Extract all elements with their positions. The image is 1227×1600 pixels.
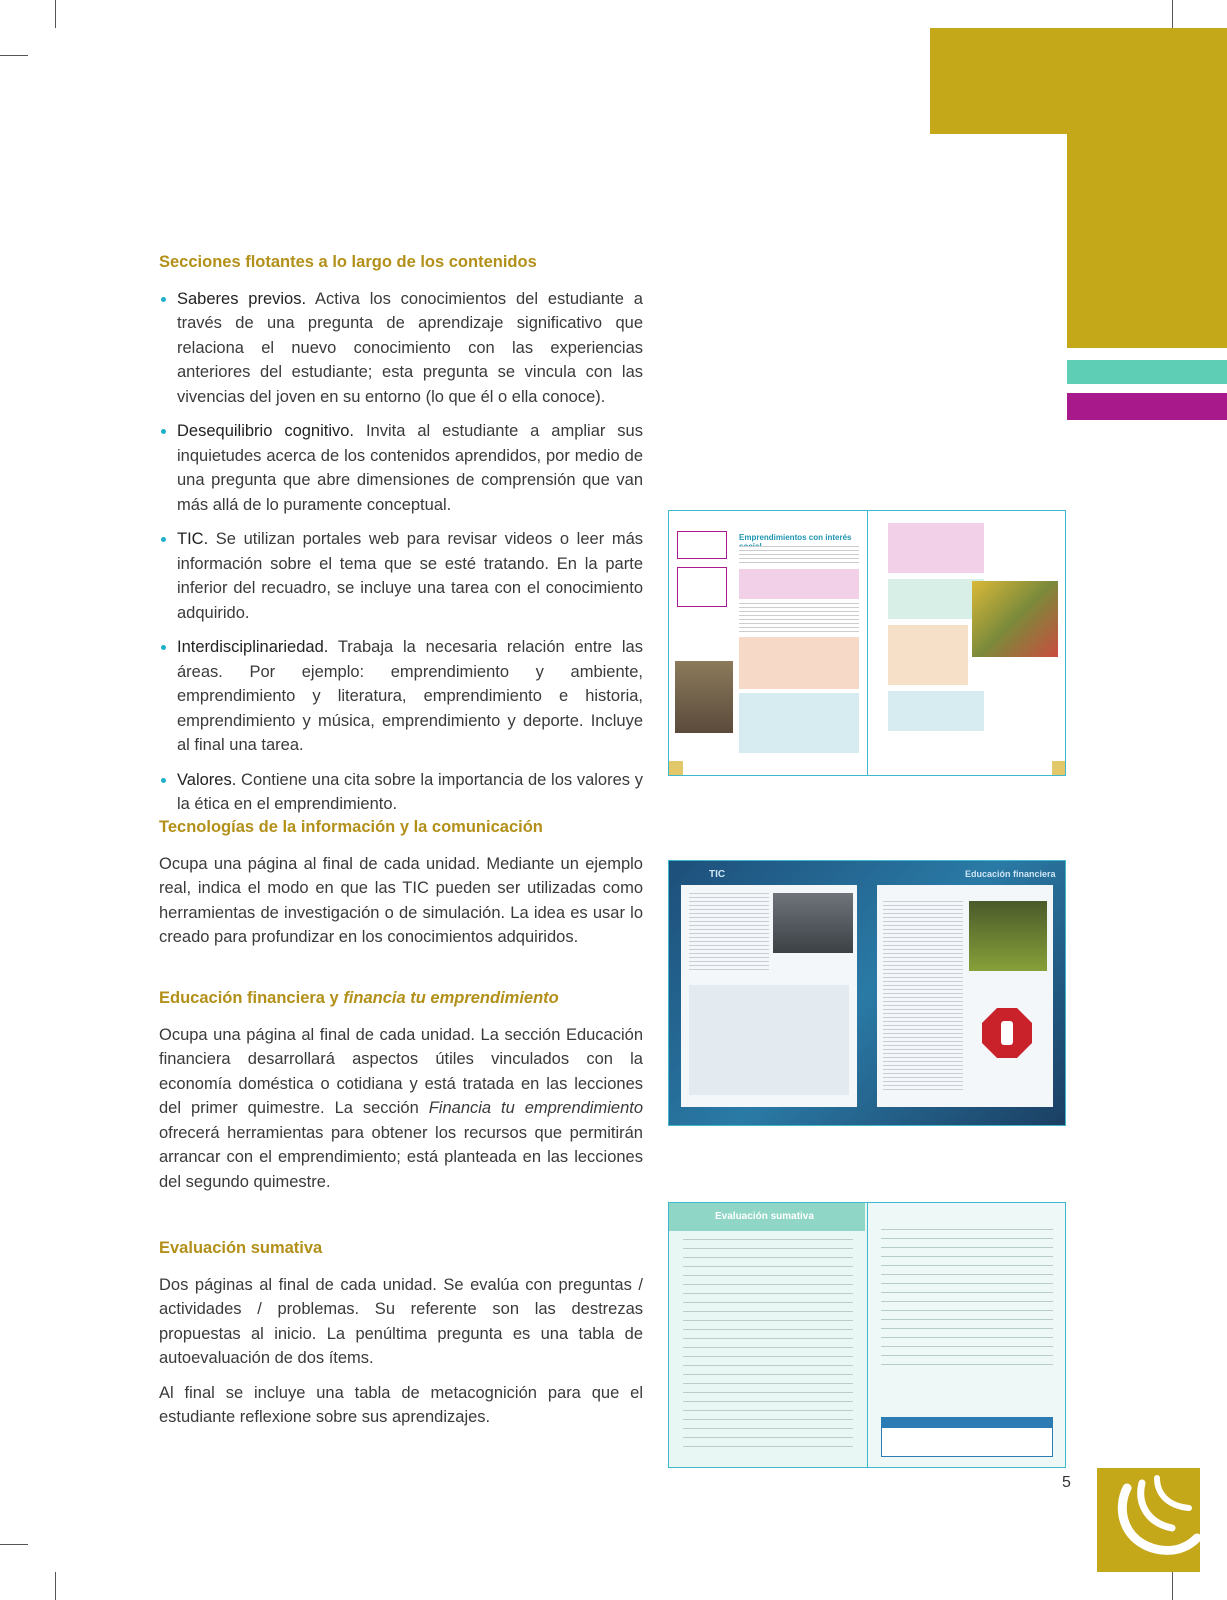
- item-term: Desequilibrio cognitivo.: [177, 422, 355, 440]
- body-part-italic: Financia tu emprendimiento: [428, 1099, 644, 1117]
- crop-mark: [0, 1544, 28, 1545]
- section-evaluacion: [159, 1236, 643, 1440]
- decor-teal-bar: [1067, 360, 1227, 384]
- page-number: 5: [1062, 1474, 1071, 1491]
- list-item: [159, 527, 643, 625]
- section-body: Al final se incluye una tabla de metacognición para que el estudiante reflexione sobre sus aprendizajes.: [159, 1383, 643, 1426]
- thumbnail-spread-flotantes: [668, 510, 1066, 776]
- list-item: [159, 287, 643, 410]
- section-body: Ocupa una página al final de cada unidad. Mediante un ejemplo real, indica el modo en que las TIC pueden ser utilizadas como herramientas de investigación o de simulación. La idea es usar lo creado para profundizar en los conocimientos adquiridos.: [159, 854, 643, 946]
- thumb-title: Evaluación sumativa: [715, 1211, 814, 1222]
- section-flotantes: [159, 250, 643, 827]
- item-text: Trabaja la necesaria relación entre las áreas. Por ejemplo: emprendimiento y ambiente, emprendimiento y literatura, emprendimiento e historia, emprendimiento y música, emprendimiento y deporte. Incluye al final una tarea.: [177, 638, 643, 754]
- body-part: Ocupa una página al final de cada unidad. La sección Educación financiera desarrollará aspectos útiles vinculados con la economía doméstica o cotidiana y está tratada en las lecciones del primer quimestre. La sección: [159, 1025, 643, 1117]
- crop-mark: [55, 0, 56, 28]
- list-item: [159, 419, 643, 517]
- crop-mark: [0, 55, 28, 56]
- item-text: Se utilizan portales web para revisar videos o leer más información sobre el tema que se esté tratando. En la parte inferior del recuadro, se incluye una tarea con el conocimiento adquirido.: [177, 530, 643, 622]
- item-term: Valores.: [177, 770, 237, 789]
- item-term: TIC.: [177, 530, 209, 548]
- item-text: Invita al estudiante a ampliar sus inquietudes acerca de los contenidos aprendidos, por medio de una pregunta que abre dimensiones de comprensión que van más allá de lo puramente conceptual.: [177, 422, 643, 514]
- section-heading: Tecnologías de la información y la comunicación: [159, 818, 543, 836]
- bullet-list: [159, 287, 643, 817]
- heading-part: Educación financiera y: [159, 989, 344, 1007]
- item-text: Contiene una cita sobre la importancia de los valores y la ética en el emprendimiento.: [177, 770, 643, 813]
- crop-mark: [1172, 1572, 1173, 1600]
- decor-gold-bar: [1067, 28, 1227, 348]
- section-heading: Evaluación sumativa: [159, 1239, 323, 1257]
- thumb-left-title: TIC: [709, 869, 726, 880]
- section-body: [159, 1023, 643, 1195]
- section-heading: [159, 986, 643, 1011]
- stop-sign-icon: [981, 1007, 1033, 1059]
- section-body: Dos páginas al final de cada unidad. Se evalúa con preguntas / actividades / problemas. Su referente son las destrezas propuestas al inicio. La penúltima pregunta es una tabla de autoevaluación de dos ítems.: [159, 1275, 643, 1367]
- list-item: [159, 635, 643, 758]
- crop-mark: [1172, 0, 1173, 28]
- section-tic: [159, 815, 643, 960]
- hand-emblem-icon: [1097, 1468, 1200, 1572]
- item-term: Interdisciplinariedad.: [177, 638, 329, 656]
- section-financiera: [159, 986, 643, 1204]
- section-heading: Secciones flotantes a lo largo de los contenidos: [159, 253, 537, 271]
- thumb-right-title: Educación financiera: [965, 869, 1056, 879]
- thumb-right-page: [867, 511, 1066, 775]
- item-text: Activa los conocimientos del estudiante a través de una pregunta de aprendizaje significativo que relaciona el nuevo conocimiento con las experiencias anteriores del estudiante; esta pregunta se vincula con las vivencias del joven en su entorno (lo que él o ella conoce).: [177, 289, 643, 406]
- thumbnail-spread-tic: [668, 860, 1066, 1126]
- decor-footer-emblem: [1097, 1468, 1200, 1572]
- thumb-title: Emprendimientos con interés: [739, 533, 852, 542]
- list-item: [159, 768, 643, 817]
- item-term: Saberes previos.: [177, 289, 307, 308]
- thumb-left-page: [669, 511, 867, 775]
- heading-part-italic: financia tu emprendimiento: [343, 989, 559, 1007]
- body-part: ofrecerá herramientas para obtener los recursos que permitirán arrancar con el emprendimiento; está planteada en las lecciones del segundo quimestre.: [159, 1123, 643, 1191]
- crop-mark: [55, 1572, 56, 1600]
- decor-purple-bar: [1067, 393, 1227, 420]
- thumbnail-spread-evaluacion: [668, 1202, 1066, 1468]
